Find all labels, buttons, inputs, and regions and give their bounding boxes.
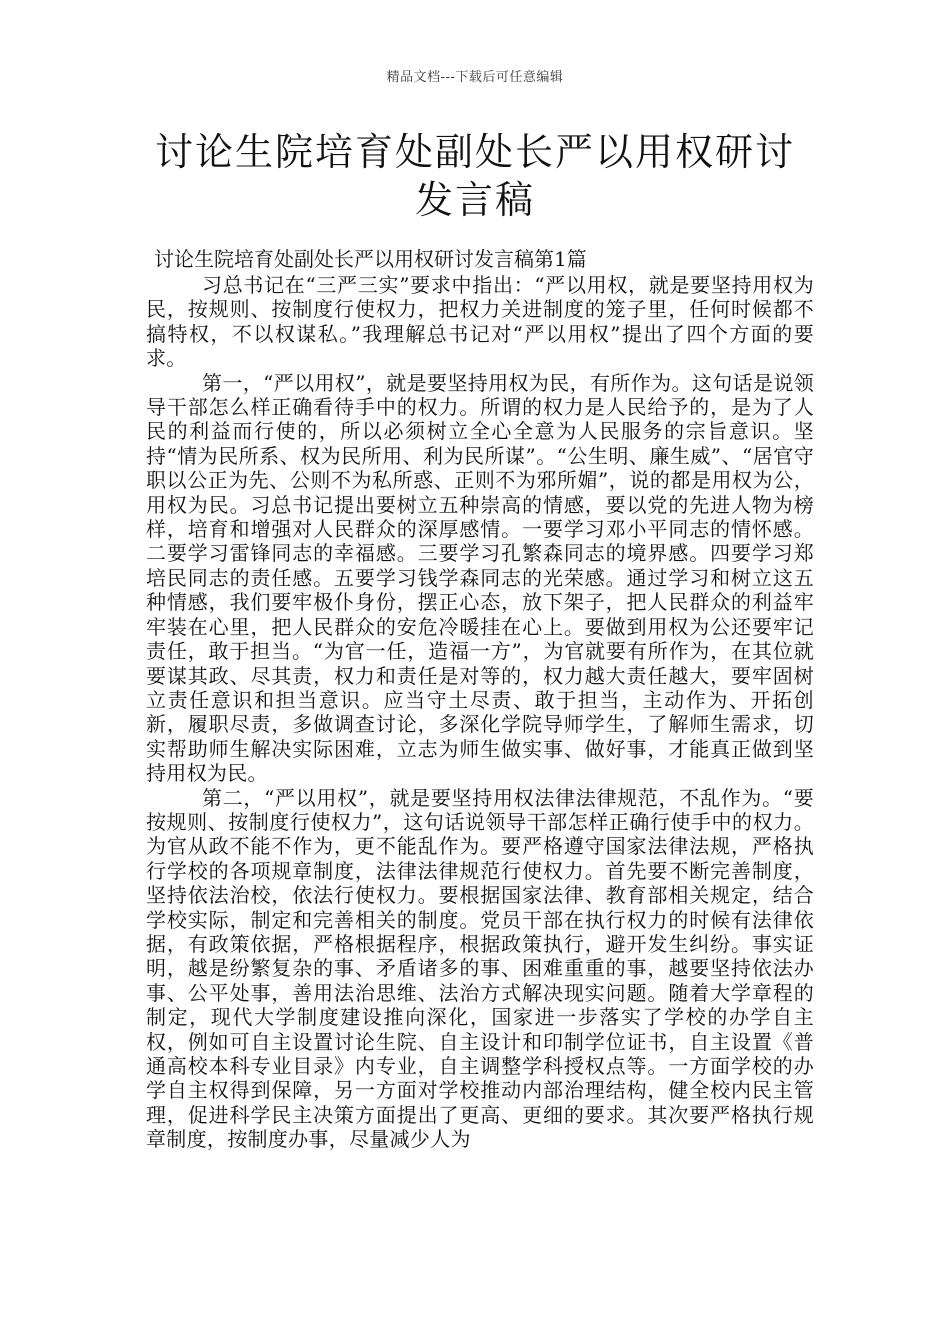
header-note: 精品文档---下载后可任意编辑 [386, 70, 564, 85]
document-title: 讨论生院培育处副处长严以用权研讨发言稿 [154, 130, 795, 222]
paragraph-1: 习总书记在“三严三实”要求中指出：“严以用权，就是要坚持用权为民，按规则、按制度行使权力，把权力关进制度的笼子里，任何时候都不搞特权，不以权谋私。”我理解总书记对“严以用权”提出了四个方面的要求。 [146, 273, 814, 371]
document-body [146, 273, 814, 1152]
section-heading: 讨论生院培育处副处长严以用权研讨发言稿第1篇 [154, 247, 587, 271]
paragraph-2: 第一，“严以用权”，就是要坚持用权为民，有所作为。这句话是说领导干部怎么样正确看待手中的权力。所谓的权力是人民给予的，是为了人民的利益而行使的，所以必须树立全心全意为人民服务的宗旨意识。坚持“情为民所系、权为民所用、利为民所谋”。“公生明、廉生威”、“居官守职以公正为先、公则不为私所惑、正则不为邪所媚”，说的都是用权为公，用权为民。习总书记提出要树立五种崇高的情感，要以党的先进人物为榜样，培育和增强对人民群众的深厚感情。一要学习邓小平同志的情怀感。二要学习雷锋同志的幸福感。三要学习孔繁森同志的境界感。四要学习郑培民同志的责任感。五要学习钱学森同志的光荣感。通过学习和树立这五种情感，我们要牢极仆身份，摆正心态，放下架子，把人民群众的利益牢牢装在心里，把人民群众的安危冷暖挂在心上。要做到用权为公还要牢记责任，敢于担当。“为官一任，造福一方”，为官就要有所作为，在其位就要谋其政、尽其责，权力和责任是对等的，权力越大责任越大，要牢固树立责任意识和担当意识。应当守土尽责、敢于担当，主动作为、开拓创新，履职尽责，多做调查讨论，多深化学院导师学生，了解师生需求，切实帮助师生解决实际困难，立志为师生做实事、做好事，才能真正做到坚持用权为民。 [146, 370, 814, 786]
paragraph-3: 第二，“严以用权”，就是要坚持用权法律法律规范，不乱作为。“要按规则、按制度行使权力”，这句话说领导干部怎样正确行使手中的权力。为官从政不能不作为，更不能乱作为。要严格遵守国家法律法规，严格执行学校的各项规章制度，法律法律规范行使权力。首先要不断完善制度，坚持依法治校，依法行使权力。要根据国家法律、教育部相关规定，结合学校实际，制定和完善相关的制度。党员干部在执行权力的时候有法律依据，有政策依据，严格根据程序，根据政策执行，避开发生纠纷。事实证明，越是纷繁复杂的事、矛盾诸多的事、困难重重的事，越要坚持依法办事、公平处事，善用法治思维、法治方式解决现实问题。随着大学章程的制定，现代大学制度建设推向深化，国家进一步落实了学校的办学自主权，例如可自主设置讨论生院、自主设计和印制学位证书，自主设置《普通高校本科专业目录》内专业，自主调整学科授权点等。一方面学校的办学自主权得到保障，另一方面对学校推动内部治理结构，健全校内民主管理，促进科学民主决策方面提出了更高、更细的要求。其次要严格执行规章制度，按制度办事，尽量减少人为 [146, 785, 814, 1152]
